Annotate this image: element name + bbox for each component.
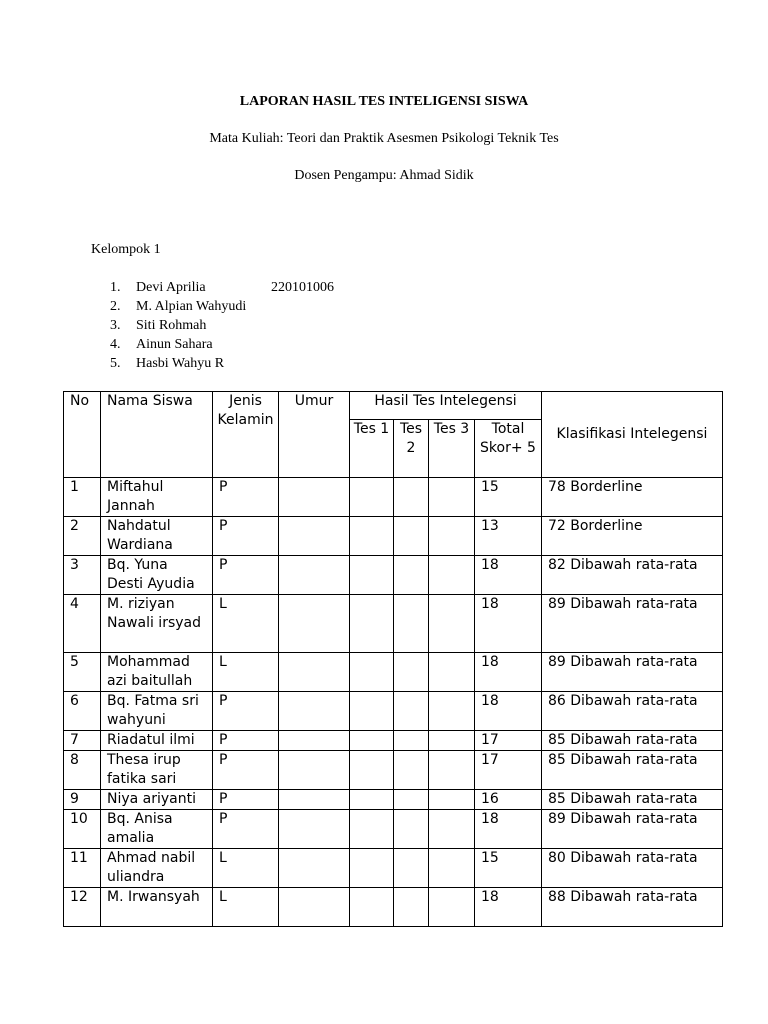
table-row [64, 790, 723, 810]
cell-gender: L [213, 888, 279, 927]
cell-classification: 78 Borderline [542, 478, 723, 517]
header-test3: Tes 3 [429, 420, 475, 478]
member-list [110, 278, 334, 373]
cell-test2 [394, 692, 429, 731]
cell-no: 7 [64, 731, 101, 751]
cell-name: M. Irwansyah [101, 888, 213, 927]
table-row [64, 731, 723, 751]
cell-total: 13 [475, 517, 542, 556]
cell-test3 [429, 888, 475, 927]
cell-test1 [350, 653, 394, 692]
cell-test2 [394, 751, 429, 790]
cell-age [279, 556, 350, 595]
report-title: LAPORAN HASIL TES INTELIGENSI SISWA [239, 94, 529, 109]
header-classification: Klasifikasi Intelegensi [542, 392, 723, 478]
header-test2: Tes 2 [394, 420, 429, 478]
cell-name: Nahdatul Wardiana [101, 517, 213, 556]
cell-no: 4 [64, 595, 101, 653]
results-table [63, 391, 723, 927]
cell-test3 [429, 751, 475, 790]
cell-total: 18 [475, 595, 542, 653]
cell-test3 [429, 731, 475, 751]
cell-classification: 89 Dibawah rata-rata [542, 595, 723, 653]
cell-total: 16 [475, 790, 542, 810]
cell-test1 [350, 556, 394, 595]
cell-no: 5 [64, 653, 101, 692]
cell-total: 18 [475, 810, 542, 849]
cell-test3 [429, 849, 475, 888]
cell-name: M. riziyan Nawali irsyad [101, 595, 213, 653]
cell-no: 6 [64, 692, 101, 731]
member-number: 1. [110, 280, 121, 295]
member-item [110, 297, 334, 316]
group-label: Kelompok 1 [91, 242, 161, 257]
cell-age [279, 478, 350, 517]
cell-no: 1 [64, 478, 101, 517]
cell-test3 [429, 810, 475, 849]
cell-test3 [429, 790, 475, 810]
cell-gender: L [213, 595, 279, 653]
cell-no: 9 [64, 790, 101, 810]
cell-test2 [394, 595, 429, 653]
member-item [110, 354, 334, 373]
cell-test1 [350, 517, 394, 556]
cell-gender: P [213, 810, 279, 849]
cell-age [279, 692, 350, 731]
cell-test2 [394, 517, 429, 556]
table-row [64, 810, 723, 849]
cell-gender: P [213, 751, 279, 790]
cell-age [279, 888, 350, 927]
cell-age [279, 653, 350, 692]
table-row [64, 692, 723, 731]
cell-name: Bq. Fatma sri wahyuni [101, 692, 213, 731]
cell-gender: P [213, 692, 279, 731]
header-no: No [64, 392, 101, 478]
header-row [64, 392, 723, 420]
cell-classification: 72 Borderline [542, 517, 723, 556]
member-number: 4. [110, 337, 121, 352]
cell-name: Mohammad azi baitullah [101, 653, 213, 692]
cell-classification: 86 Dibawah rata-rata [542, 692, 723, 731]
cell-classification: 89 Dibawah rata-rata [542, 810, 723, 849]
cell-test1 [350, 751, 394, 790]
cell-no: 10 [64, 810, 101, 849]
cell-classification: 80 Dibawah rata-rata [542, 849, 723, 888]
cell-name: Ahmad nabil uliandra [101, 849, 213, 888]
cell-age [279, 731, 350, 751]
header-total: Total Skor+ 5 [475, 420, 542, 478]
table-row [64, 653, 723, 692]
cell-test2 [394, 653, 429, 692]
lecturer-line: Dosen Pengampu: Ahmad Sidik [294, 168, 474, 183]
member-name: Devi Aprilia [136, 280, 206, 295]
cell-test1 [350, 595, 394, 653]
member-number: 5. [110, 356, 121, 371]
cell-test3 [429, 478, 475, 517]
table-row [64, 751, 723, 790]
cell-total: 17 [475, 751, 542, 790]
cell-total: 18 [475, 888, 542, 927]
cell-test3 [429, 653, 475, 692]
cell-name: Miftahul Jannah [101, 478, 213, 517]
cell-total: 18 [475, 556, 542, 595]
cell-test3 [429, 556, 475, 595]
cell-name: Thesa irup fatika sari [101, 751, 213, 790]
table-row [64, 517, 723, 556]
cell-classification: 88 Dibawah rata-rata [542, 888, 723, 927]
header-results: Hasil Tes Intelegensi [350, 392, 542, 420]
member-number: 2. [110, 299, 121, 314]
cell-test1 [350, 849, 394, 888]
header-test1: Tes 1 [350, 420, 394, 478]
cell-age [279, 810, 350, 849]
cell-gender: P [213, 517, 279, 556]
cell-age [279, 751, 350, 790]
cell-name: Niya ariyanti [101, 790, 213, 810]
member-name: M. Alpian Wahyudi [136, 299, 247, 314]
cell-test2 [394, 478, 429, 517]
member-item [110, 335, 334, 354]
cell-no: 2 [64, 517, 101, 556]
table-row [64, 888, 723, 927]
cell-gender: P [213, 790, 279, 810]
cell-total: 15 [475, 478, 542, 517]
table-row [64, 849, 723, 888]
cell-test2 [394, 810, 429, 849]
cell-test3 [429, 595, 475, 653]
cell-gender: L [213, 653, 279, 692]
table-row [64, 478, 723, 517]
cell-total: 15 [475, 849, 542, 888]
cell-test2 [394, 556, 429, 595]
cell-test2 [394, 849, 429, 888]
course-line: Mata Kuliah: Teori dan Praktik Asesmen Psikologi Teknik Tes [209, 131, 559, 146]
cell-classification: 82 Dibawah rata-rata [542, 556, 723, 595]
cell-test2 [394, 888, 429, 927]
cell-total: 18 [475, 653, 542, 692]
member-id: 220101006 [271, 280, 334, 295]
cell-age [279, 595, 350, 653]
header-name: Nama Siswa [101, 392, 213, 478]
member-item [110, 278, 334, 297]
cell-name: Bq. Anisa amalia [101, 810, 213, 849]
cell-total: 18 [475, 692, 542, 731]
cell-age [279, 849, 350, 888]
cell-test1 [350, 810, 394, 849]
member-name: Ainun Sahara [136, 337, 213, 352]
cell-gender: P [213, 556, 279, 595]
cell-no: 8 [64, 751, 101, 790]
cell-no: 11 [64, 849, 101, 888]
header-age: Umur [279, 392, 350, 478]
cell-test1 [350, 731, 394, 751]
cell-test1 [350, 790, 394, 810]
cell-classification: 89 Dibawah rata-rata [542, 653, 723, 692]
table-row [64, 595, 723, 653]
cell-gender: P [213, 478, 279, 517]
cell-age [279, 517, 350, 556]
cell-classification: 85 Dibawah rata-rata [542, 790, 723, 810]
cell-name: Bq. Yuna Desti Ayudia [101, 556, 213, 595]
member-item [110, 316, 334, 335]
cell-test2 [394, 731, 429, 751]
member-name: Siti Rohmah [136, 318, 207, 333]
cell-name: Riadatul ilmi [101, 731, 213, 751]
cell-gender: P [213, 731, 279, 751]
cell-age [279, 790, 350, 810]
member-number: 3. [110, 318, 121, 333]
cell-test1 [350, 888, 394, 927]
cell-no: 3 [64, 556, 101, 595]
cell-test1 [350, 692, 394, 731]
cell-test3 [429, 517, 475, 556]
cell-classification: 85 Dibawah rata-rata [542, 751, 723, 790]
cell-total: 17 [475, 731, 542, 751]
cell-test1 [350, 478, 394, 517]
cell-test3 [429, 692, 475, 731]
header-gender: Jenis Kelamin [213, 392, 279, 478]
cell-no: 12 [64, 888, 101, 927]
cell-gender: L [213, 849, 279, 888]
table-row [64, 556, 723, 595]
cell-test2 [394, 790, 429, 810]
cell-classification: 85 Dibawah rata-rata [542, 731, 723, 751]
member-name: Hasbi Wahyu R [136, 356, 225, 371]
